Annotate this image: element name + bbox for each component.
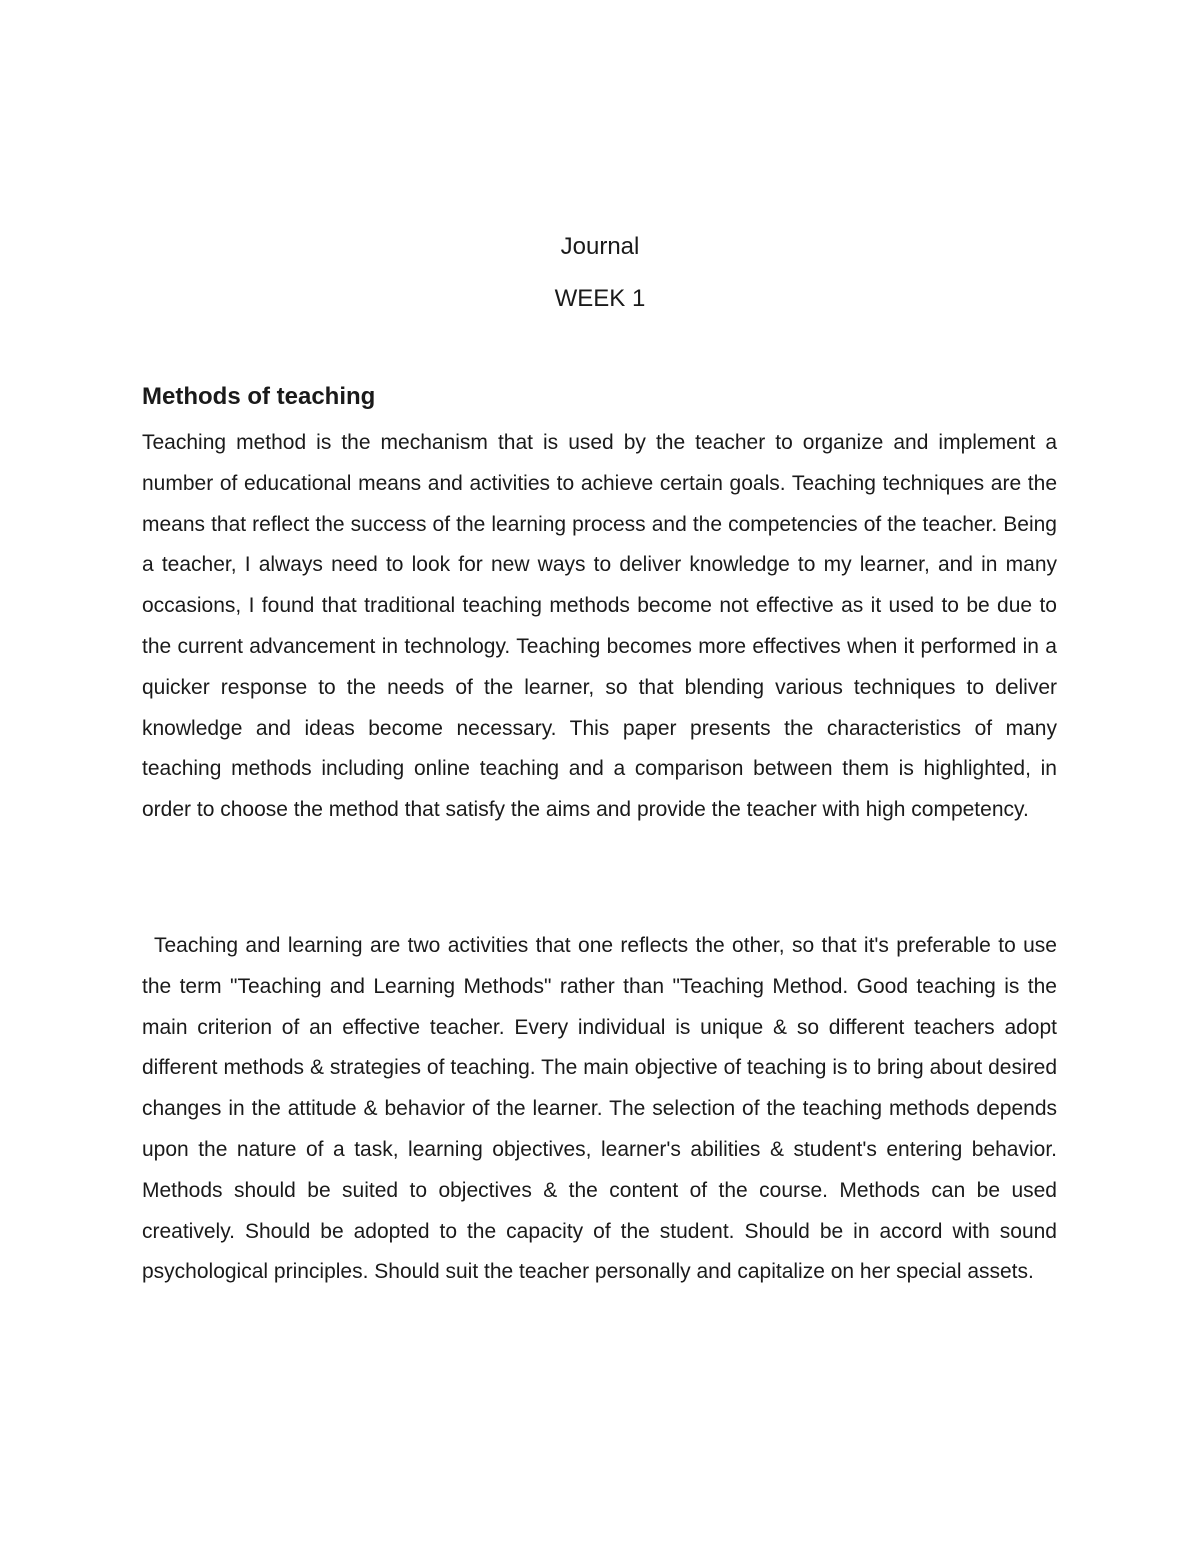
body-paragraph-2: Teaching and learning are two activities that one reflects the other, so that it's preferable to use the term "Teaching and Learning Methods" rather than "Teaching Method. Good teaching is the main criterion of an effective teacher. Every individual is unique & so different teachers adopt different methods & strategies of teaching. The main objective of teaching is to bring about desired changes in the attitude & behavior of the learner. The selection of the teaching methods depends upon the nature of a task, learning objectives, learner's abilities & student's entering behavior. Methods should be suited to objectives & the content of the course. Methods can be used creatively. Should be adopted to the capacity of the student. Should be in accord with sound psychological principles. Should suit the teacher personally and capitalize on her special assets. [142,934,1057,1284]
document-subtitle: WEEK 1 [554,285,646,312]
document-title: Journal [560,233,640,260]
body-paragraph-1: Teaching method is the mechanism that is used by the teacher to organize and implement a number of educational means and activities to achieve certain goals. Teaching techniques are the means that reflect the success of the learning process and the competencies of the teacher. Being a teacher, I always need to look for new ways to deliver knowledge to my learner, and in many occasions, I found that traditional teaching methods become not effective as it used to be due to the current advancement in technology. Teaching becomes more effectives when it performed in a quicker response to the needs of the learner, so that blending various techniques to deliver knowledge and ideas become necessary. This paper presents the characteristics of many teaching methods including online teaching and a comparison between them is highlighted, in order to choose the method that satisfy the aims and provide the teacher with high competency. [142,431,1057,822]
section-heading: Methods of teaching [142,383,376,410]
